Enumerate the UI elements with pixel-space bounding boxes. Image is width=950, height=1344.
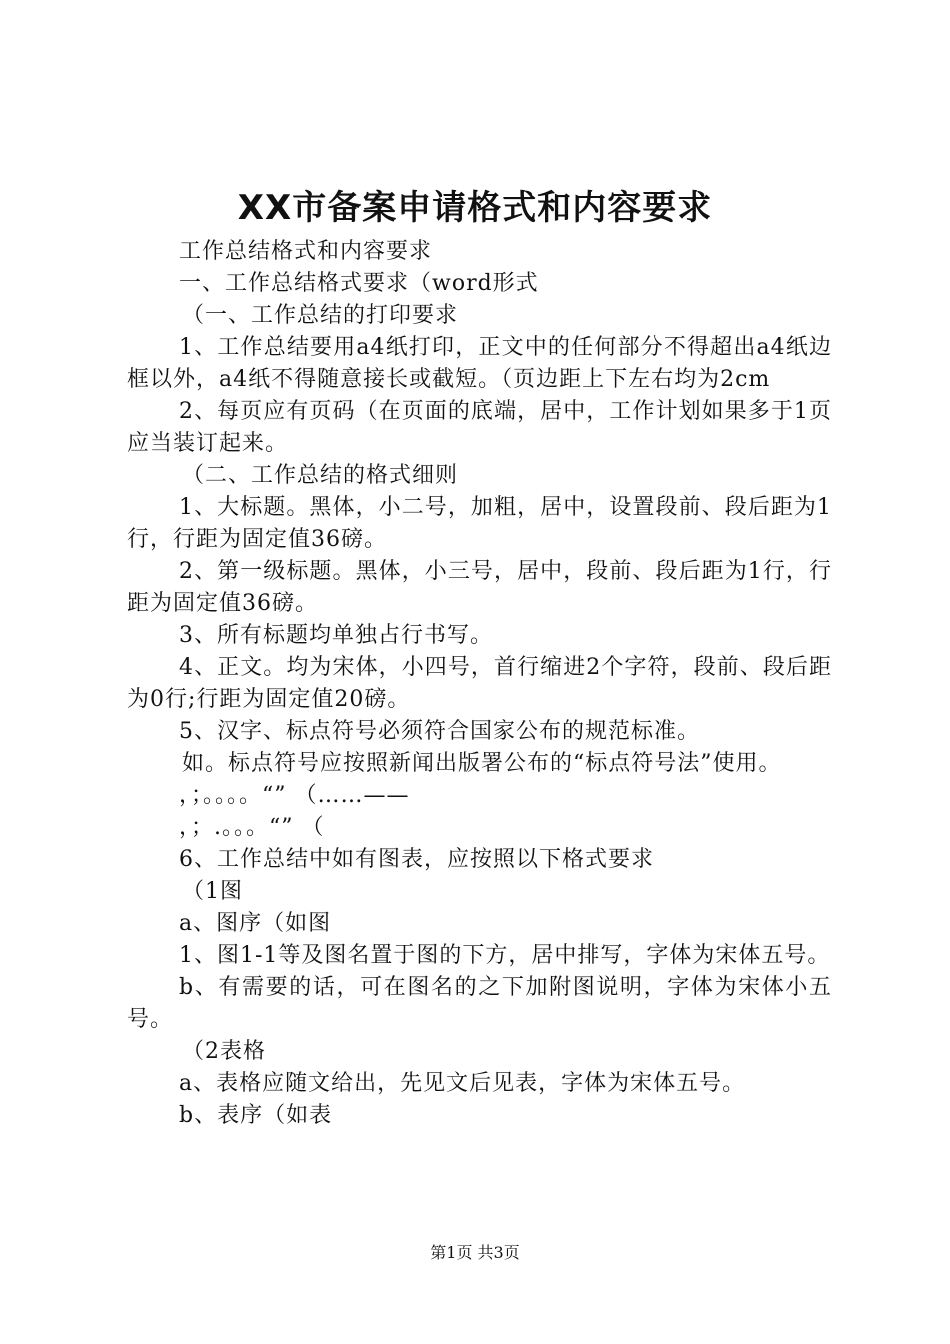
paragraph: b、表序（如表 [179,1103,333,1128]
page-number-footer: 第1页 共3页 [430,1243,520,1262]
paragraph: ，；。。。。“” （……—— [179,783,410,808]
paragraph: （二、工作总结的格式细则 [182,463,459,488]
paragraph: a、表格应随文给出，先见文后见表，字体为宋体五号。 [179,1071,746,1096]
paragraph: ，；.。。。“” （ [179,815,325,840]
paragraph: （2表格 [182,1039,266,1064]
paragraph: 6、工作总结中如有图表，应按照以下格式要求 [179,847,654,872]
paragraph: （1图 [182,879,243,904]
document-title: XX市备案申请格式和内容要求 [237,188,713,228]
paragraph: 4、正文。均为宋体，小四号，首行缩进2个字符，段前、段后距为0行;行距为固定值20磅。 [127,655,832,712]
paragraph: 2、每页应有页码（在页面的底端，居中，工作计划如果多于1页应当装订起来。 [127,399,832,456]
paragraph: 1、工作总结要用a4纸打印，正文中的任何部分不得超出a4纸边框以外，a4纸不得随意接长或截短。（页边距上下左右均为2cm [127,335,832,392]
paragraph: 如。标点符号应按照新闻出版署公布的“标点符号法”使用。 [182,751,782,776]
paragraph: 5、汉字、标点符号必须符合国家公布的规范标准。 [179,719,700,744]
paragraph: 3、所有标题均单独占行书写。 [179,623,493,648]
paragraph: 2、第一级标题。黑体，小三号，居中，段前、段后距为1行，行距为固定值36磅。 [127,559,832,616]
paragraph: 一、工作总结格式要求（word形式 [179,271,539,296]
paragraph: 工作总结格式和内容要求 [179,239,433,264]
paragraph: b、有需要的话，可在图名的之下加附图说明，字体为宋体小五号。 [127,975,832,1032]
document-body [127,236,832,1132]
paragraph: 1、图1-1等及图名置于图的下方，居中排写，字体为宋体五号。 [179,943,831,968]
paragraph: 1、大标题。黑体，小二号，加粗，居中，设置段前、段后距为1行，行距为固定值36磅。 [127,495,832,552]
paragraph: （一、工作总结的打印要求 [182,303,459,328]
paragraph: a、图序（如图 [179,911,332,936]
